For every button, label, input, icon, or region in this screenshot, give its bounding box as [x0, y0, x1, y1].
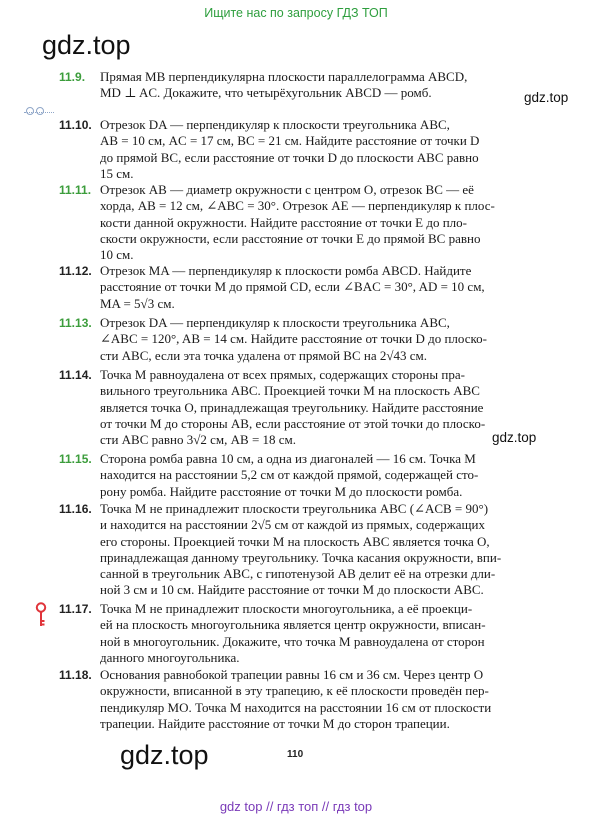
- double-circle-icon: [26, 102, 52, 110]
- problem-11-12: [59, 263, 538, 312]
- problem-line: сти ABC, если эта точка удалена от прямой BC на 2√43 см.: [100, 347, 427, 363]
- problem-number: 11.9.: [59, 70, 86, 84]
- problem-line: Точка M равноудалена от всех прямых, содержащих стороны пра-: [100, 367, 465, 382]
- problem-line: окружности, вписанной в эту трапецию, к её плоскости проведён пер-: [100, 683, 489, 699]
- problem-11-11: [59, 182, 538, 263]
- problem-line: скости окружности, если расстояние от точки E до прямой BC равно: [100, 230, 481, 246]
- problem-11-15: [59, 451, 538, 500]
- watermark-top-left: gdz.top: [42, 30, 131, 60]
- problem-line: Точка M не принадлежит плоскости многоугольника, а её проекци-: [100, 601, 473, 616]
- footer-links[interactable]: gdz top // гдз топ // гдз top: [219, 799, 373, 814]
- problem-line: 15 см.: [100, 165, 134, 181]
- problem-number: 11.18.: [59, 668, 92, 682]
- problem-number: 11.15.: [59, 452, 92, 466]
- problem-line: хорда, AB = 12 см, ∠ABC = 30°. Отрезок AE — перпендикуляр к плос-: [100, 198, 495, 214]
- problem-number: 11.10.: [59, 118, 92, 132]
- problem-line: его стороны. Проекцией точки M на плоскость ABC является точка O,: [100, 533, 490, 549]
- problem-line: ной в многоугольник. Докажите, что точка M равноудалена от сторон: [100, 633, 485, 649]
- problem-11-9: [59, 69, 538, 102]
- problem-line: кости данной окружности. Найдите расстояние от точки E до пло-: [100, 214, 467, 230]
- problem-11-17: [59, 601, 538, 666]
- margin-divider: [24, 112, 54, 113]
- problem-line: до прямой BC, если расстояние от точки D до плоскости ABC равно: [100, 149, 479, 165]
- watermark-right-2: gdz.top: [492, 430, 537, 445]
- problem-line: Точка M не принадлежит плоскости треугольника ABC (∠ACB = 90°): [100, 501, 489, 516]
- problem-line: данного многоугольника.: [100, 649, 240, 665]
- problem-line: трапеции. Найдите расстояние от точки M до сторон трапеции.: [100, 715, 450, 731]
- problem-line: является точка O, принадлежащая треугольнику. Найдите расстояние: [100, 399, 484, 415]
- problem-line: MD ⊥ AC. Докажите, что четырёхугольник ABCD — ромб.: [100, 85, 432, 101]
- top-banner: Ищите нас по запросу ГДЗ ТОП: [204, 6, 388, 20]
- problem-line: и находится на расстоянии 2√5 см от каждой из прямых, содержащих: [100, 517, 485, 533]
- problem-11-10: [59, 117, 538, 182]
- problem-line: Отрезок AB — диаметр окружности с центром O, отрезок BC — её: [100, 182, 474, 197]
- problem-line: Основания равнобокой трапеции равны 16 см и 36 см. Через центр O: [100, 667, 484, 682]
- problem-11-13: [59, 315, 538, 364]
- problem-line: ∠ABC = 120°, AB = 14 см. Найдите расстояние от точки D до плоско-: [100, 331, 487, 347]
- problem-number: 11.16.: [59, 502, 92, 516]
- problem-line: находится на расстоянии 5,2 см от каждой прямой, содержащей сто-: [100, 467, 479, 483]
- problem-line: санной в треугольник ABC, с гипотенузой AB делит её на отрезки дли-: [100, 566, 496, 582]
- problem-line: Отрезок DA — перпендикуляр к плоскости треугольника ABC,: [100, 117, 450, 132]
- problem-line: пендикуляр MO. Точка M находится на расстоянии 16 см от плоскости: [100, 699, 492, 715]
- problem-line: рону ромба. Найдите расстояние от точки M до плоскости ромба.: [100, 483, 463, 499]
- problem-line: Прямая MB перпендикулярна плоскости параллелограмма ABCD,: [100, 69, 468, 84]
- problem-number: 11.17.: [59, 602, 92, 616]
- problem-number: 11.14.: [59, 368, 92, 382]
- problem-line: Сторона ромба равна 10 см, а одна из диагоналей — 16 см. Точка M: [100, 451, 476, 466]
- problem-11-14: [59, 367, 538, 448]
- watermark-right-1: gdz.top: [524, 90, 569, 105]
- problem-line: 10 см.: [100, 247, 134, 263]
- problem-line: сти ABC равно 3√2 см, AB = 18 см.: [100, 432, 297, 448]
- problem-11-16: [59, 501, 538, 599]
- problem-line: Отрезок MA — перпендикуляр к плоскости ромба ABCD. Найдите: [100, 263, 472, 278]
- page-number: 110: [287, 749, 304, 760]
- watermark-bottom: gdz.top: [120, 740, 209, 770]
- problem-line: вильного треугольника ABC. Проекцией точки M на плоскость ABC: [100, 383, 480, 399]
- problem-line: MA = 5√3 см.: [100, 295, 175, 311]
- problem-line: ной 3 см и 10 см. Найдите расстояние от точки M до плоскости ABC.: [100, 582, 484, 598]
- problem-line: принадлежащая данному треугольнику. Точка касания окружности, впи-: [100, 549, 502, 565]
- problem-line: Отрезок DA — перпендикуляр к плоскости треугольника ABC,: [100, 315, 450, 330]
- problem-number: 11.11.: [59, 183, 92, 197]
- problem-number: 11.12.: [59, 264, 92, 278]
- problem-number: 11.13.: [59, 316, 92, 330]
- problem-line: AB = 10 см, AC = 17 см, BC = 21 см. Найдите расстояние от точки D: [100, 133, 480, 149]
- problem-line: расстояние от точки M до прямой CD, если ∠BAC = 30°, AD = 10 см,: [100, 279, 485, 295]
- problem-11-18: [59, 667, 538, 732]
- problem-line: ей на плоскость многоугольника является центр окружности, вписан-: [100, 617, 486, 633]
- key-icon: [34, 602, 48, 628]
- problem-line: от точки M до стороны AB, если расстояние от этой точки до плоско-: [100, 415, 486, 431]
